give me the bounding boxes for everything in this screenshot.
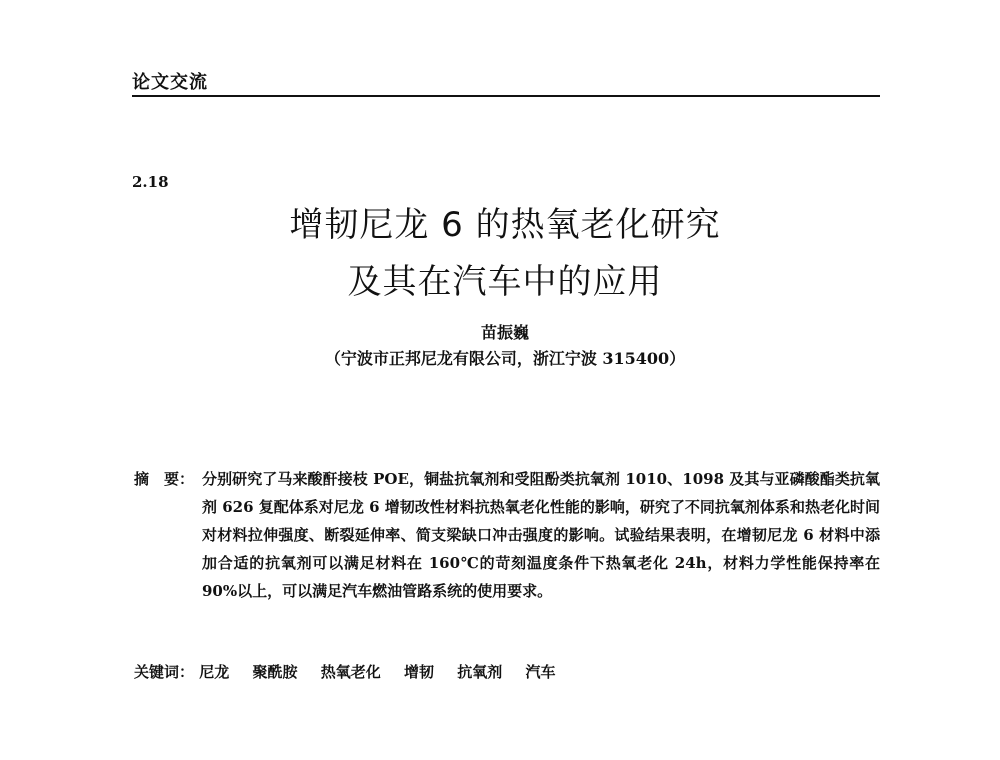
keywords xyxy=(134,658,574,686)
keywords-label: 关键词： xyxy=(134,663,195,681)
keyword: 聚酰胺 xyxy=(252,663,298,681)
keyword: 增韧 xyxy=(404,663,435,681)
paper-title-line-1: 增韧尼龙 6 的热氧老化研究 xyxy=(289,205,721,245)
section-number: 2.18 xyxy=(132,173,169,191)
keyword: 抗氧剂 xyxy=(457,663,503,681)
author-name: 苗振巍 xyxy=(480,323,529,342)
header-rule xyxy=(132,95,880,97)
keyword: 汽车 xyxy=(525,663,556,681)
section-header-label: 论文交流 xyxy=(132,72,208,93)
abstract-label: 摘 要： xyxy=(134,470,195,488)
keyword: 热氧老化 xyxy=(320,663,381,681)
abstract-text: 分别研究了马来酸酐接枝 POE，铜盐抗氧剂和受阻酚类抗氧剂 1010、1098 及其与亚磷酸酯类抗氧剂 626 复配体系对尼龙 6 增韧改性材料抗热氧老化性能的影响，研究了不同抗氧剂体系和热老化时间对材料拉伸强度、断裂延伸率、简支梁缺口冲击强度的影响。试验结果表明，在增韧尼龙 6 材料中添加合适的抗氧剂可以满足材料在 160℃的苛刻温度条件下热氧老化 24h，材料力学性能保持率在 90%以上，可以满足汽车燃油管路系统的使用要求。 xyxy=(202,470,880,600)
keyword: 尼龙 xyxy=(199,663,230,681)
abstract xyxy=(134,465,880,605)
author-affiliation: （宁波市正邦尼龙有限公司，浙江宁波 315400） xyxy=(324,349,686,368)
paper-title-line-2: 及其在汽车中的应用 xyxy=(347,262,663,302)
